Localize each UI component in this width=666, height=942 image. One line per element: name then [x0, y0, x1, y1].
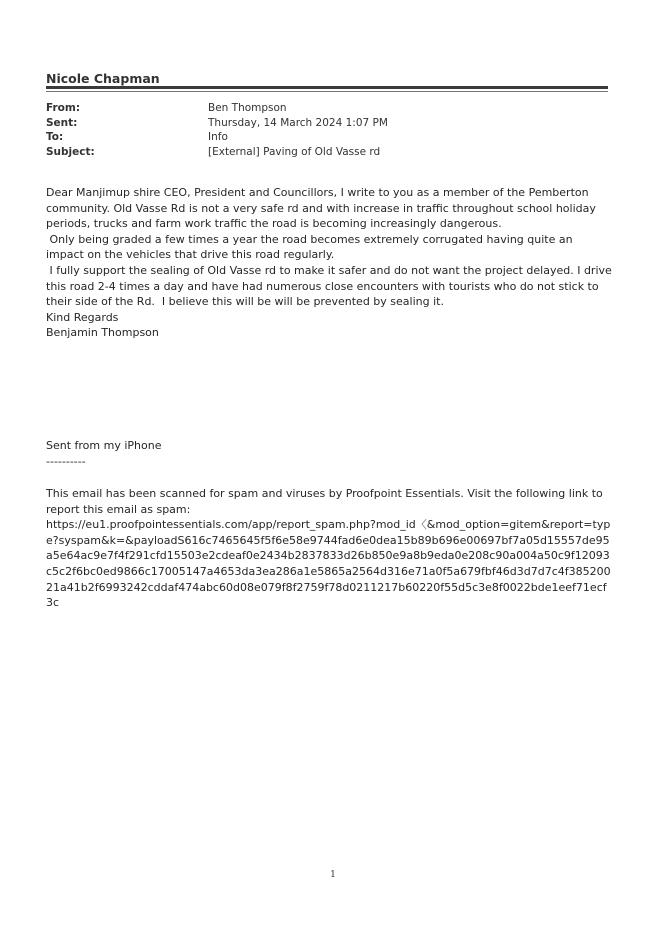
spam-scan-notice	[46, 486, 612, 611]
device-signature	[46, 438, 612, 469]
subject-label: Subject:	[46, 145, 95, 158]
closing-line: Kind Regards	[46, 310, 119, 324]
header-row-sent	[46, 116, 606, 131]
email-body	[46, 185, 616, 341]
body-paragraph-2: Only being graded a few times a year the road becomes extremely corrugated having quite an impact on the vehicles that drive this road regularly.	[46, 232, 577, 262]
report-spam-link[interactable]: https://eu1.proofpointessentials.com/app/report_spam.php?mod_id〈&mod_option=gitem&report=type?syspam&k=&payloadS616c7465645f5f6e58e9744fad6e0dea15b89b696e00697bf7a05d15557de95a5e64ac9e7f4f291cfd15503e2cdeaf0e2434b2837833d26b850e9a8b9eda0e208c90a004a50c9f12093c5c2f6bc0ed9866c17005147a4653da3ea286a1e5865a2564d316e71a0f5a679fbf46d3d7d7c4f38520021a41b2f6993242cddaf474abc60d08e079f8f2759f78d0211217b60220f55d5c3e8f0022bde1eef71ecf3c	[46, 518, 611, 610]
signature-separator: ----------	[46, 454, 86, 468]
header-row-subject	[46, 145, 606, 160]
sent-from-line: Sent from my iPhone	[46, 439, 162, 452]
header-rule-thin	[46, 91, 608, 92]
body-paragraph-3: I fully support the sealing of Old Vasse rd to make it safer and do not want the project delayed. I drive this road 2-4 times a day and have had numerous close encounters with tourists who do not stick to their side of the Rd. I believe this will be will be prevented by sealing it.	[46, 263, 616, 309]
scan-notice-text: This email has been scanned for spam and viruses by Proofpoint Essentials. Visit the following link to report this email as spam:	[46, 487, 603, 516]
from-label: From:	[46, 102, 81, 114]
header-rule-thick	[46, 86, 608, 89]
email-headers	[46, 101, 606, 159]
sent-value: Thursday, 14 March 2024 1:07 PM	[208, 116, 388, 129]
subject-value: [External] Paving of Old Vasse rd	[208, 145, 381, 158]
header-row-from	[46, 101, 606, 116]
from-value: Ben Thompson	[208, 102, 287, 114]
page-number: 1	[330, 870, 336, 880]
sent-label: Sent:	[46, 116, 78, 129]
header-row-to	[46, 130, 606, 145]
body-paragraph-1: Dear Manjimup shire CEO, President and Councillors, I write to you as a member of the Pemberton community. Old Vasse Rd is not a very safe rd and with increase in traffic throughout school holiday periods, trucks and farm work traffic the road is becoming increasingly dangerous.	[46, 186, 600, 231]
to-label: To:	[46, 131, 64, 143]
to-value: Info	[208, 131, 228, 143]
sender-heading: Nicole Chapman	[46, 71, 160, 86]
signature-name: Benjamin Thompson	[46, 326, 159, 340]
